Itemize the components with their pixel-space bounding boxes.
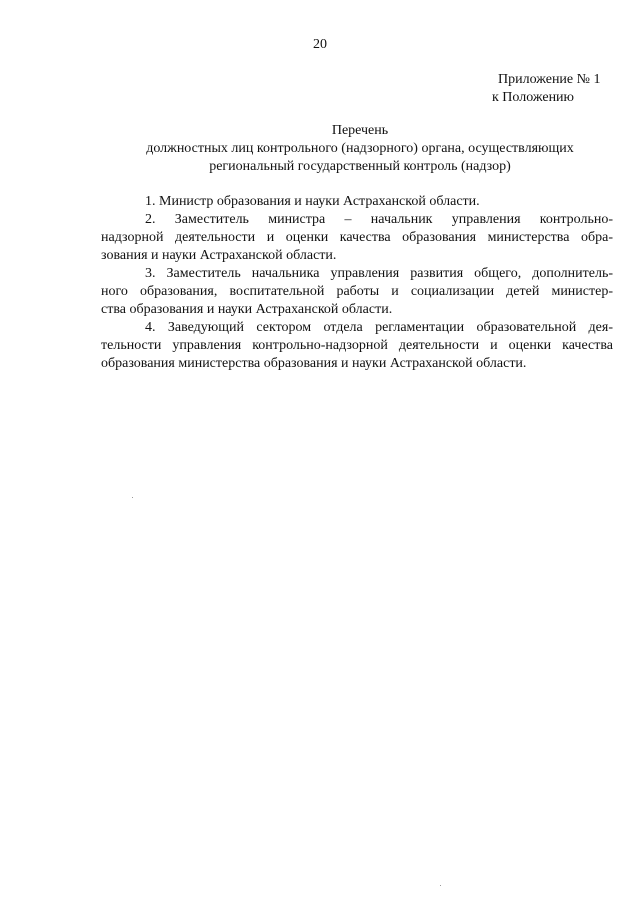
list-item-line: образования министерства образования и науки Астраханской области. bbox=[101, 356, 527, 371]
list-item-line: 4. Заведующий сектором отдела регламентации образовательной дея- bbox=[145, 320, 613, 335]
scan-speck bbox=[440, 885, 441, 886]
appendix-reference bbox=[492, 71, 622, 107]
list-item-1 bbox=[101, 193, 613, 211]
list-item-line: ного образования, воспитательной работы и социализации детей министер- bbox=[101, 284, 613, 299]
list-item-line: тельности управления контрольно-надзорной деятельности и оценки качества bbox=[101, 338, 613, 353]
title-heading: Перечень bbox=[331, 123, 389, 138]
list-item-line: 2. Заместитель министра – начальник управления контрольно- bbox=[145, 212, 613, 227]
list-item-line: 1. Министр образования и науки Астраханской области. bbox=[145, 194, 480, 209]
appendix-regulation-ref: к Положению bbox=[492, 90, 575, 105]
title-subtitle-line-2: региональный государственный контроль (надзор) bbox=[209, 159, 511, 174]
list-item-4 bbox=[101, 319, 613, 373]
title-subtitle-line-1: должностных лиц контрольного (надзорного) органа, осуществляющих bbox=[146, 141, 574, 156]
list-item-line: 3. Заместитель начальника управления развития общего, дополнитель- bbox=[145, 266, 613, 281]
list-item-line: ства образования и науки Астраханской области. bbox=[101, 302, 393, 317]
page-number: 20 bbox=[313, 37, 327, 52]
scan-speck bbox=[132, 497, 133, 498]
officials-list bbox=[101, 193, 613, 373]
list-title bbox=[100, 122, 620, 176]
list-item-2 bbox=[101, 211, 613, 265]
list-item-line: надзорной деятельности и оценки качества образования министерства обра- bbox=[101, 230, 613, 245]
list-item-3 bbox=[101, 265, 613, 319]
list-item-line: зования и науки Астраханской области. bbox=[101, 248, 337, 263]
appendix-number: Приложение № 1 bbox=[498, 72, 601, 87]
